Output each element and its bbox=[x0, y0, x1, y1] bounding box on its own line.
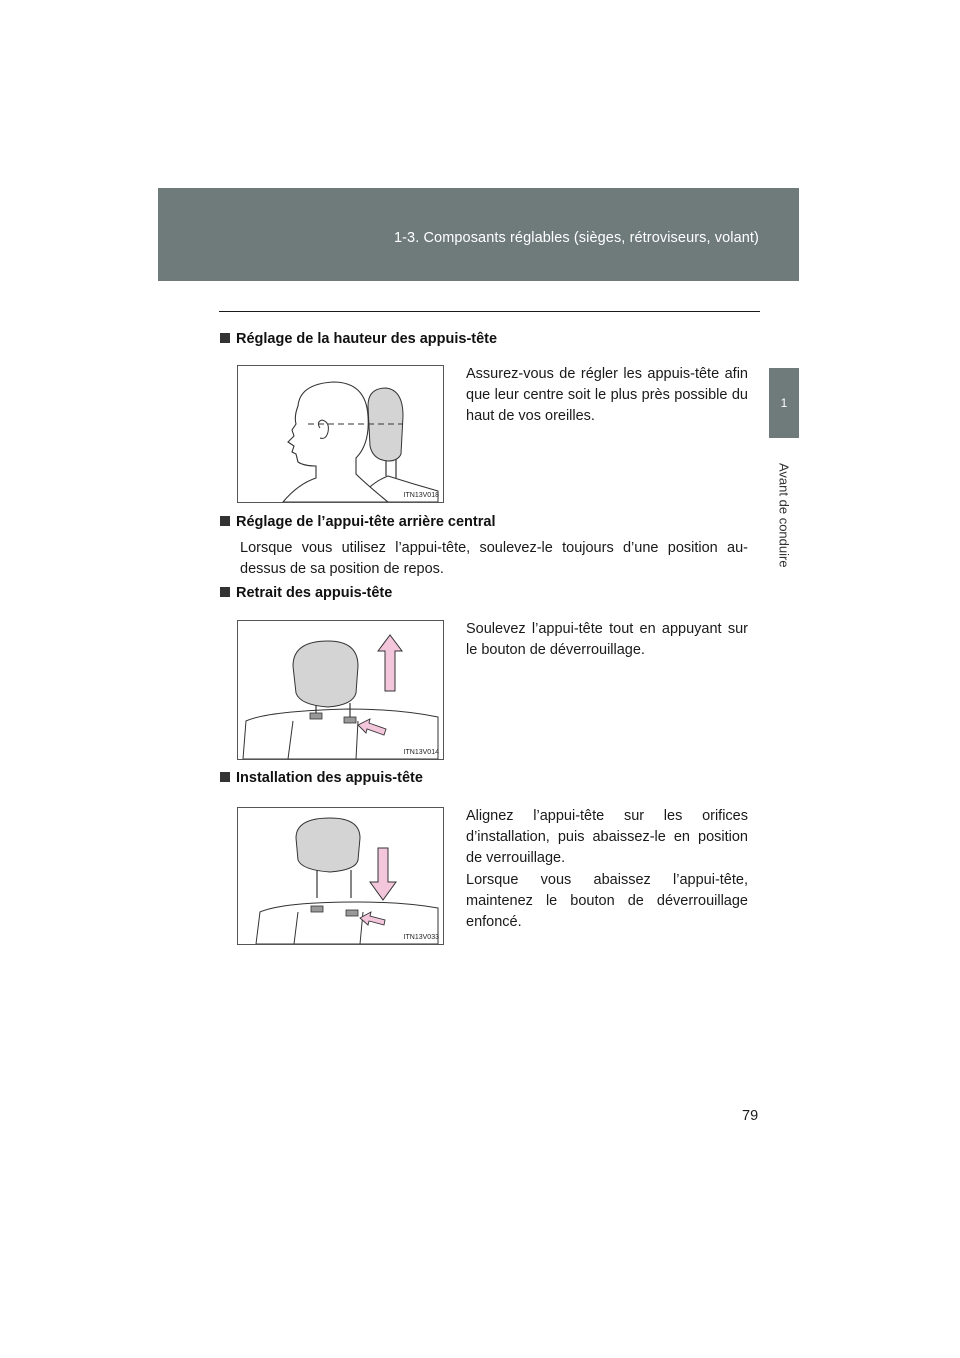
bullet-square-icon bbox=[220, 772, 230, 782]
figure-headrest-height bbox=[237, 365, 444, 503]
bullet-square-icon bbox=[220, 333, 230, 343]
section-text-2: Lorsque vous abaissez l’appui-tête, maintenez le bouton de déverrouillage enfoncé. bbox=[466, 872, 748, 930]
section-text: Lorsque vous utilisez l’appui-tête, soulevez-le toujours d’une position au-dessus de sa position de repos. bbox=[240, 540, 748, 577]
figure-code: ITN13V018 bbox=[403, 492, 439, 499]
figure-code: ITN13V033 bbox=[403, 934, 439, 941]
side-tab-number: 1 bbox=[769, 368, 799, 438]
chapter-header bbox=[158, 188, 799, 281]
page-number: 79 bbox=[742, 1108, 759, 1124]
bullet-square-icon bbox=[220, 587, 230, 597]
headrest-install-illustration bbox=[238, 808, 443, 944]
figure-headrest-removal bbox=[237, 620, 444, 760]
headrest-removal-illustration bbox=[238, 621, 443, 759]
section-text: Assurez-vous de régler les appuis-tête afin que leur centre soit le plus près possible du haut de vos oreilles. bbox=[466, 366, 748, 424]
bullet-square-icon bbox=[220, 516, 230, 526]
section-heading: Installation des appuis-tête bbox=[220, 770, 423, 786]
header-divider bbox=[219, 311, 760, 312]
section-text: Soulevez l’appui-tête tout en appuyant sur le bouton de déverrouillage. bbox=[466, 621, 748, 658]
down-arrow-icon bbox=[370, 848, 396, 900]
head-profile-illustration bbox=[238, 366, 443, 502]
chapter-title: 1-3. Composants réglables (sièges, rétroviseurs, volant) bbox=[393, 230, 759, 246]
section-heading: Retrait des appuis-tête bbox=[220, 585, 392, 601]
section-heading: Réglage de l’appui-tête arrière central bbox=[220, 514, 495, 530]
up-arrow-icon bbox=[378, 635, 402, 691]
figure-headrest-installation bbox=[237, 807, 444, 945]
side-tab-label bbox=[769, 440, 799, 590]
section-text: Alignez l’appui-tête sur les orifices d’installation, puis abaissez-le en position de verrouillage. bbox=[466, 808, 748, 866]
figure-code: ITN13V014 bbox=[403, 749, 439, 756]
section-heading: Réglage de la hauteur des appuis-tête bbox=[220, 331, 497, 347]
side-tab-label-text: Avant de conduire bbox=[776, 462, 792, 568]
